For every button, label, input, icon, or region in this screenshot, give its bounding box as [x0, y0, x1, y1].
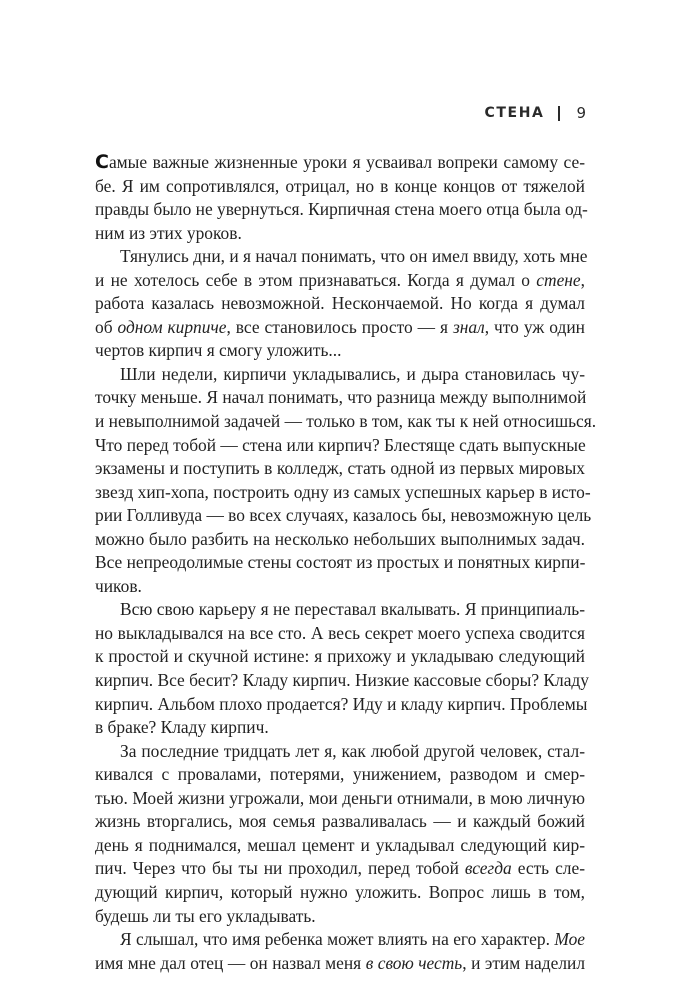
- text-run: чертов кирпич я смогу уложить...: [95, 340, 342, 361]
- text-run: чиков.: [95, 575, 142, 596]
- text-run: об: [95, 316, 118, 337]
- text-run: имя мне дал отец — он назвал меня: [95, 952, 366, 973]
- emphasis-text: в свою честь: [365, 952, 463, 973]
- text-line: [95, 693, 588, 717]
- text-line: [95, 763, 585, 787]
- text-line: [95, 504, 592, 528]
- text-run: За последние тридцать лет я, как любой другой человек, стал-: [120, 740, 585, 761]
- text-run: Что перед тобой — стена или кирпич? Блестяще сдать выпускные: [95, 434, 586, 455]
- text-run: но выкладывался на все сто. А весь секрет моего успеха сводится: [95, 622, 585, 643]
- text-run: точку меньше. Я начал понимать, что разница между выполнимой: [95, 387, 587, 408]
- text-run: ним из этих уроков.: [95, 222, 242, 243]
- text-line: [95, 339, 585, 363]
- text-run: , все становилось просто — я: [226, 316, 454, 337]
- paragraph: [95, 151, 588, 245]
- text-run: , что уж один: [484, 316, 585, 337]
- text-run: есть сле-: [511, 858, 585, 879]
- text-line: [95, 716, 585, 740]
- text-line: [95, 551, 585, 575]
- text-run: к простой и скучной истине: я прихожу и укладываю следующий: [95, 646, 585, 667]
- text-run: кирпич. Все бесит? Кладу кирпич. Низкие кассовые сборы? Кладу: [95, 670, 589, 691]
- paragraph: [95, 598, 589, 739]
- drop-cap: С: [95, 151, 109, 173]
- text-run: звезд хип-хопа, построить одну из самых успешных карьер в исто-: [95, 481, 591, 502]
- paragraph: [95, 245, 588, 363]
- text-run: можно было разбить на несколько небольших выполнимых задач.: [95, 528, 585, 549]
- text-run: экзамены и поступить в колледж, стать одной из первых мировых: [95, 458, 585, 479]
- text-run: Шли недели, кирпичи укладывались, и дыра становилась чу-: [120, 363, 585, 384]
- text-run: и невыполнимой задачей — только в том, как ты к ней относишься.: [95, 411, 597, 432]
- emphasis-text: всегда: [464, 858, 512, 879]
- emphasis-text: знал: [453, 316, 485, 337]
- text-line: [95, 834, 585, 858]
- text-run: кивался с провалами, потерями, унижением, разводом и смер-: [95, 764, 585, 785]
- text-line: [95, 198, 588, 222]
- text-run: правды было не увернуться. Кирпичная стена моего отца была од-: [95, 199, 588, 220]
- chapter-title: СТЕНА: [484, 105, 545, 121]
- text-line: [95, 269, 585, 293]
- paragraph: [95, 363, 597, 598]
- text-run: кирпич. Альбом плохо продается? Иду и кладу кирпич. Проблемы: [95, 693, 588, 714]
- text-line: [95, 222, 585, 246]
- text-run: дующий кирпич, который нужно уложить. Вопрос лишь в том,: [95, 881, 585, 902]
- text-line: [95, 575, 585, 599]
- text-run: бе. Я им сопротивлялся, отрицал, но в конце концов от тяжелой: [95, 175, 585, 196]
- text-line: [95, 363, 585, 387]
- text-line: [95, 316, 585, 340]
- page-number: 9: [576, 104, 586, 122]
- text-run: ,: [580, 269, 585, 290]
- paragraph: [95, 928, 585, 975]
- text-run: Тянулись дни, и я начал понимать, что он имел ввиду, хоть мне: [120, 246, 588, 267]
- text-run: Всю свою карьеру я не переставал вкалывать. Я принципиаль-: [120, 599, 585, 620]
- text-line: [95, 857, 585, 881]
- text-line: [95, 928, 585, 952]
- text-line: [95, 292, 585, 316]
- text-line: [95, 457, 585, 481]
- text-line: [95, 175, 585, 199]
- running-header: [485, 104, 587, 122]
- text-line: [95, 669, 589, 693]
- text-run: тью. Моей жизни угрожали, мои деньги отнимали, в мою личную: [95, 787, 585, 808]
- text-line: [95, 622, 585, 646]
- emphasis-text: одном кирпиче: [117, 316, 227, 337]
- body-text: [95, 151, 597, 975]
- text-run: Я слышал, что имя ребенка может влиять на его характер.: [120, 929, 555, 950]
- text-run: день я поднимался, мешал цемент и укладывал следующий кир-: [95, 834, 585, 855]
- text-line: [95, 245, 588, 269]
- text-run: будешь ли ты его укладывать.: [95, 905, 316, 926]
- text-line: [95, 881, 585, 905]
- text-line: [95, 952, 585, 976]
- text-run: в браке? Кладу кирпич.: [95, 717, 269, 738]
- text-line: [95, 810, 585, 834]
- text-line: [95, 528, 585, 552]
- text-line: [95, 151, 585, 175]
- text-line: [95, 787, 585, 811]
- text-line: [95, 905, 585, 929]
- text-run: и не хотелось себе в этом признаваться. Когда я думал о: [95, 269, 537, 290]
- paragraph: [95, 740, 585, 928]
- text-run: , и этим наделил: [462, 952, 586, 973]
- text-run: Все непреодолимые стены состоят из простых и понятных кирпи-: [95, 552, 586, 573]
- emphasis-text: стене: [536, 269, 581, 290]
- emphasis-text: Мое: [554, 929, 585, 950]
- text-line: [95, 645, 585, 669]
- text-line: [95, 410, 597, 434]
- text-line: [95, 740, 585, 764]
- text-line: [95, 481, 591, 505]
- text-line: [95, 434, 585, 458]
- text-run: жизнь вторгались, моя семья разваливалась — и каждый божий: [95, 811, 585, 832]
- text-line: [95, 386, 585, 410]
- text-run: работа казалась невозможной. Нескончаемой. Но когда я думал: [95, 293, 585, 314]
- text-line: [95, 598, 585, 622]
- text-run: рии Голливуда — во всех случаях, казалось бы, невозможную цель: [95, 505, 592, 526]
- text-run: пич. Через что бы ты ни проходил, перед тобой: [95, 858, 465, 879]
- header-separator: [558, 106, 560, 121]
- text-run: амые важные жизненные уроки я усваивал вопреки самому се-: [108, 152, 585, 172]
